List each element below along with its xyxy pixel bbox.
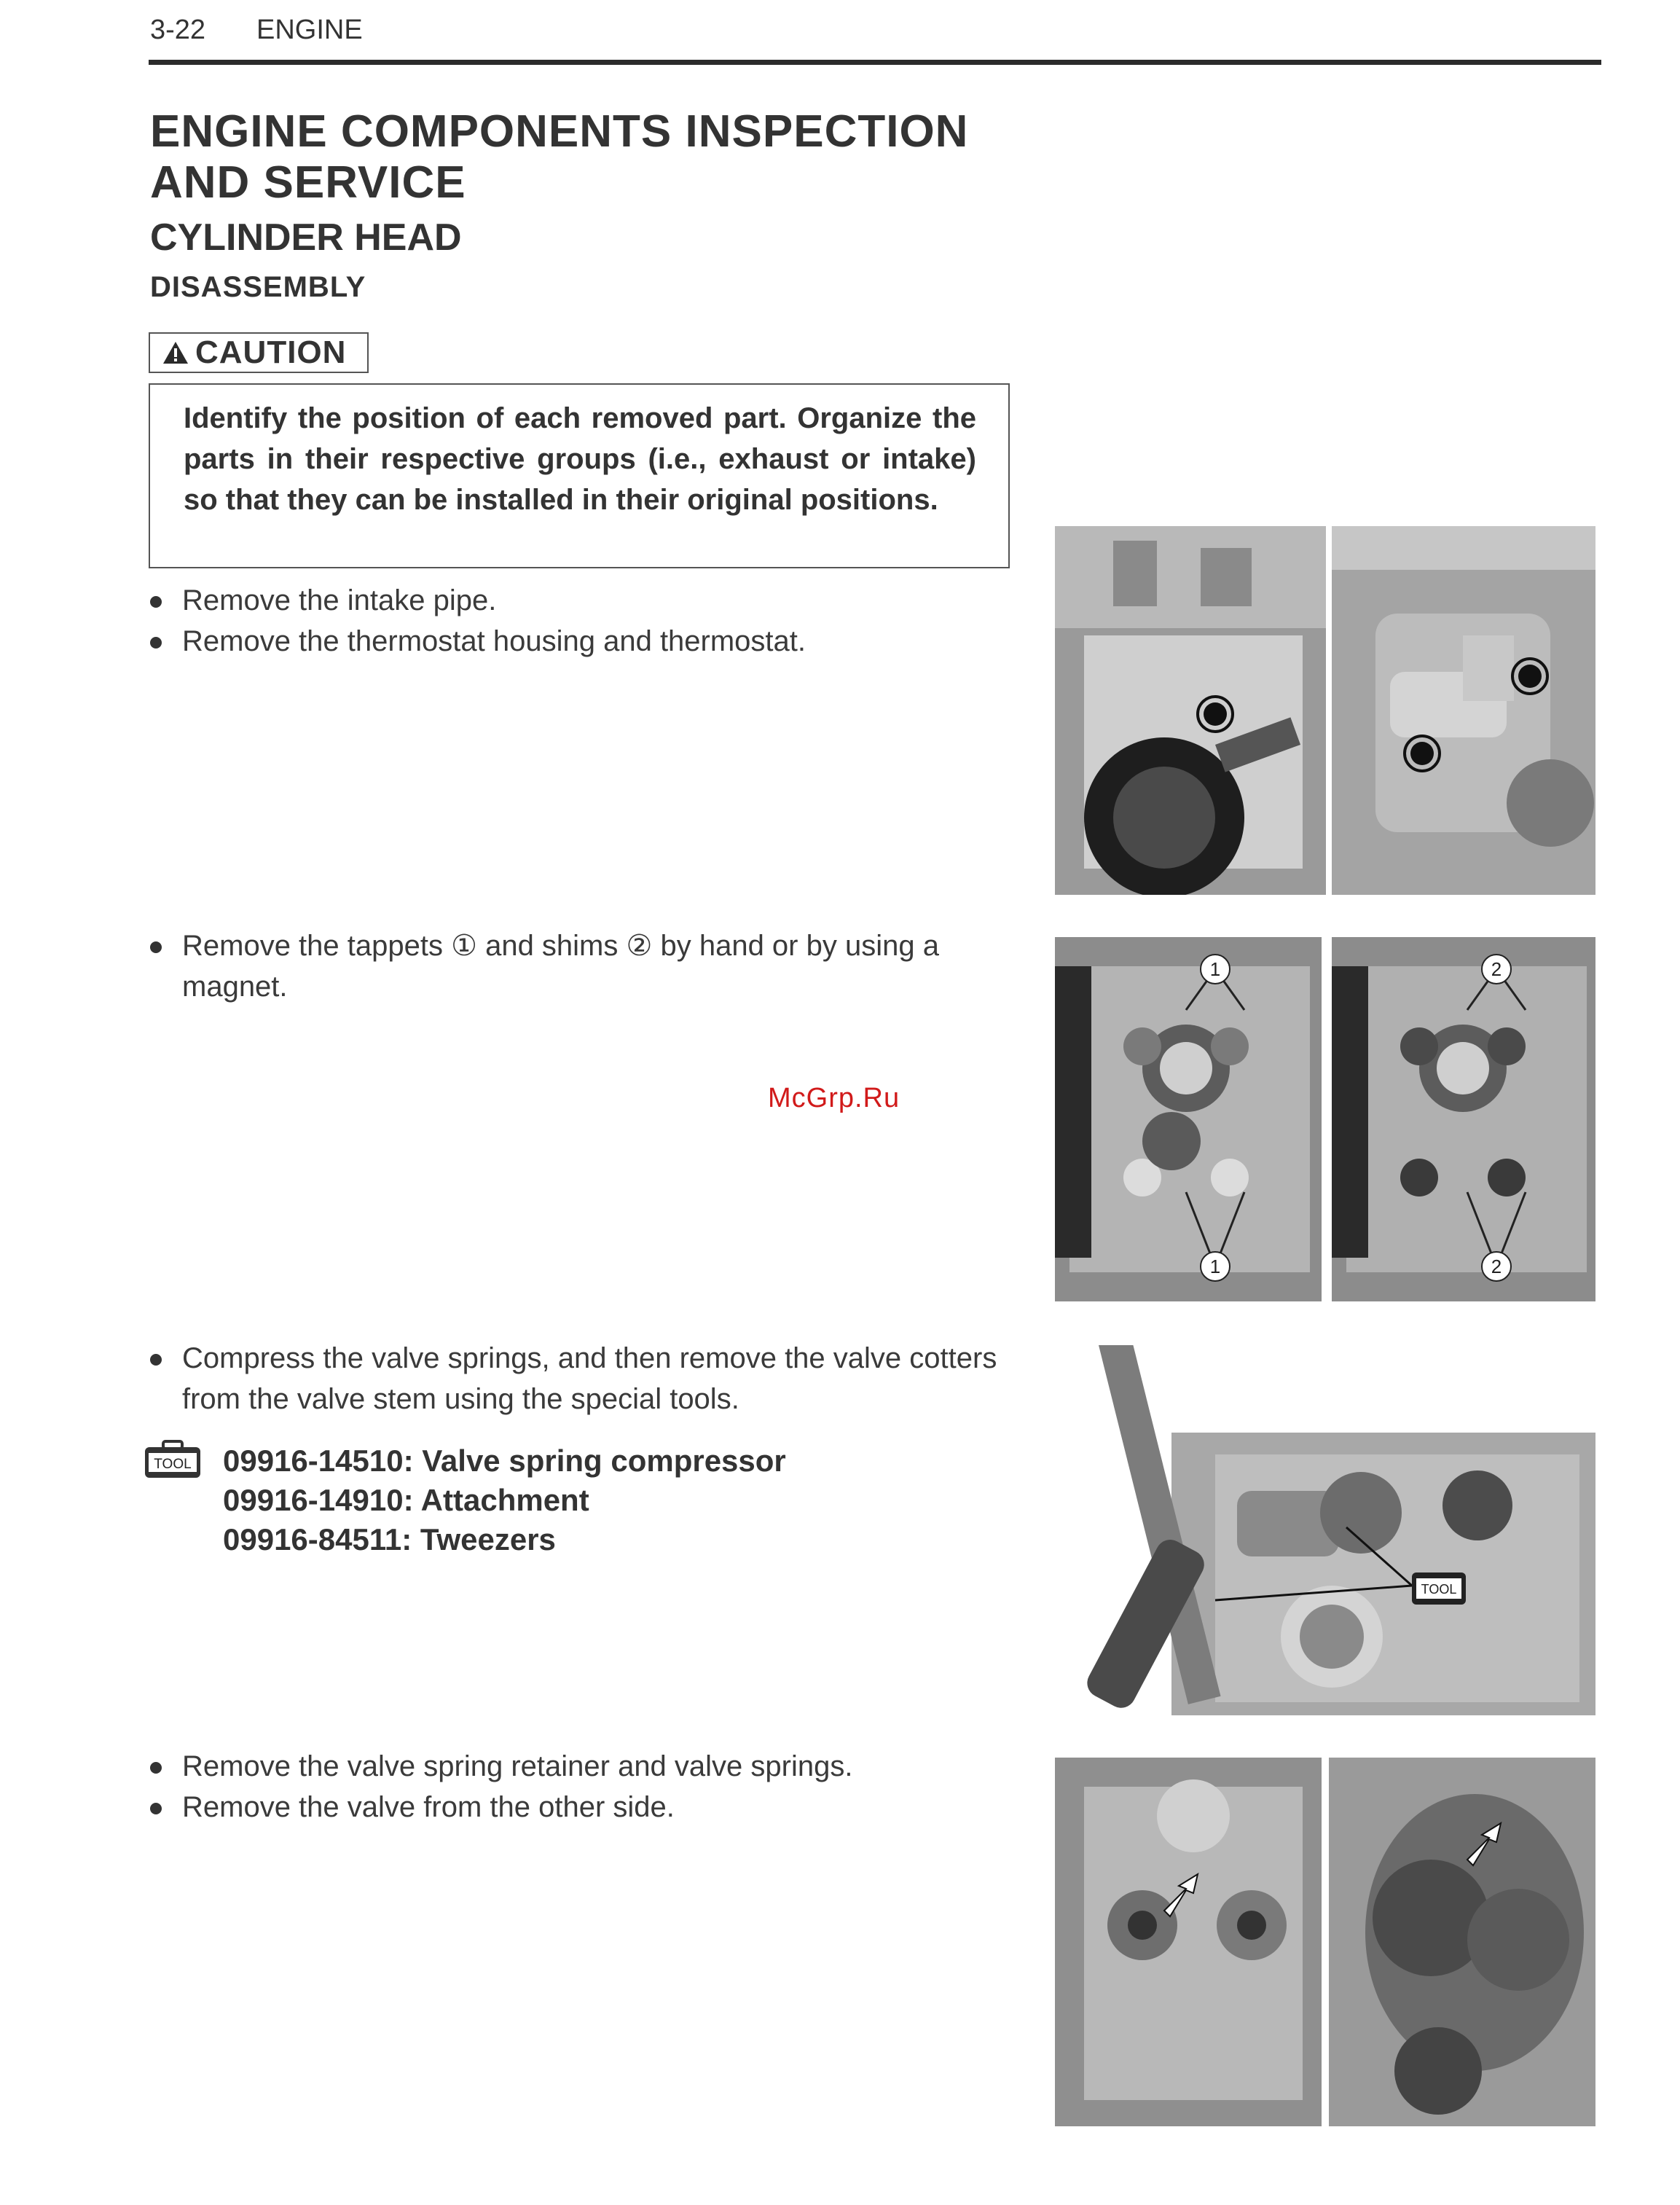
shims-photo [1332, 937, 1595, 1301]
caution-text: Identify the position of each removed part. Organize the parts in their respective groups (i.e., exhaust or intake) so that they can be installed in their original positions. [149, 383, 1010, 568]
page-title: ENGINE COMPONENTS INSPECTION AND SERVICE [150, 106, 969, 208]
valve-other-side-photo [1329, 1758, 1595, 2126]
caution-label [149, 332, 369, 373]
tool-item: 09916-14510: Valve spring compressor [223, 1444, 786, 1478]
tool-item: 09916-14910: Attachment [223, 1483, 589, 1517]
steps-group-4 [149, 1746, 1016, 1828]
list-item: Remove the valve from the other side. [149, 1787, 1016, 1828]
valve-spring-retainer-photo [1055, 1758, 1322, 2126]
steps-group-3 [149, 1338, 1016, 1419]
page-subtitle: CYLINDER HEAD [150, 216, 462, 259]
section-heading: DISASSEMBLY [150, 271, 366, 303]
svg-text:1: 1 [1209, 1256, 1221, 1277]
steps-group-2 [149, 925, 1016, 1007]
tool-item: 09916-84511: Tweezers [223, 1522, 556, 1556]
steps-group-1 [149, 580, 1016, 662]
svg-text:2: 2 [1491, 958, 1502, 980]
tool-icon-label: TOOL [154, 1457, 192, 1472]
warning-icon [162, 340, 189, 365]
list-item: Remove the thermostat housing and thermostat. [149, 621, 1016, 662]
valve-spring-compressor-photo [1055, 1345, 1595, 1715]
svg-text:TOOL: TOOL [1421, 1582, 1457, 1597]
list-item: Remove the tappets ① and shims ② by hand or by using a magnet. [149, 925, 1016, 1007]
thermostat-photo [1332, 526, 1595, 895]
list-item: Compress the valve springs, and then remove the valve cotters from the valve stem using the special tools. [149, 1338, 1016, 1419]
watermark: McGrp.Ru [768, 1083, 900, 1113]
tappets-photo [1055, 937, 1322, 1301]
section-header: ENGINE [256, 15, 363, 45]
page-number: 3-22 [150, 15, 206, 45]
intake-pipe-photo [1055, 526, 1326, 895]
caution-label-text: CAUTION [195, 334, 347, 370]
list-item: Remove the valve spring retainer and valve springs. [149, 1746, 1016, 1787]
svg-text:2: 2 [1491, 1256, 1502, 1277]
special-tools [223, 1441, 786, 1559]
svg-text:1: 1 [1209, 958, 1221, 980]
header-rule [149, 60, 1601, 65]
list-item: Remove the intake pipe. [149, 580, 1016, 621]
tool-icon [143, 1440, 203, 1483]
